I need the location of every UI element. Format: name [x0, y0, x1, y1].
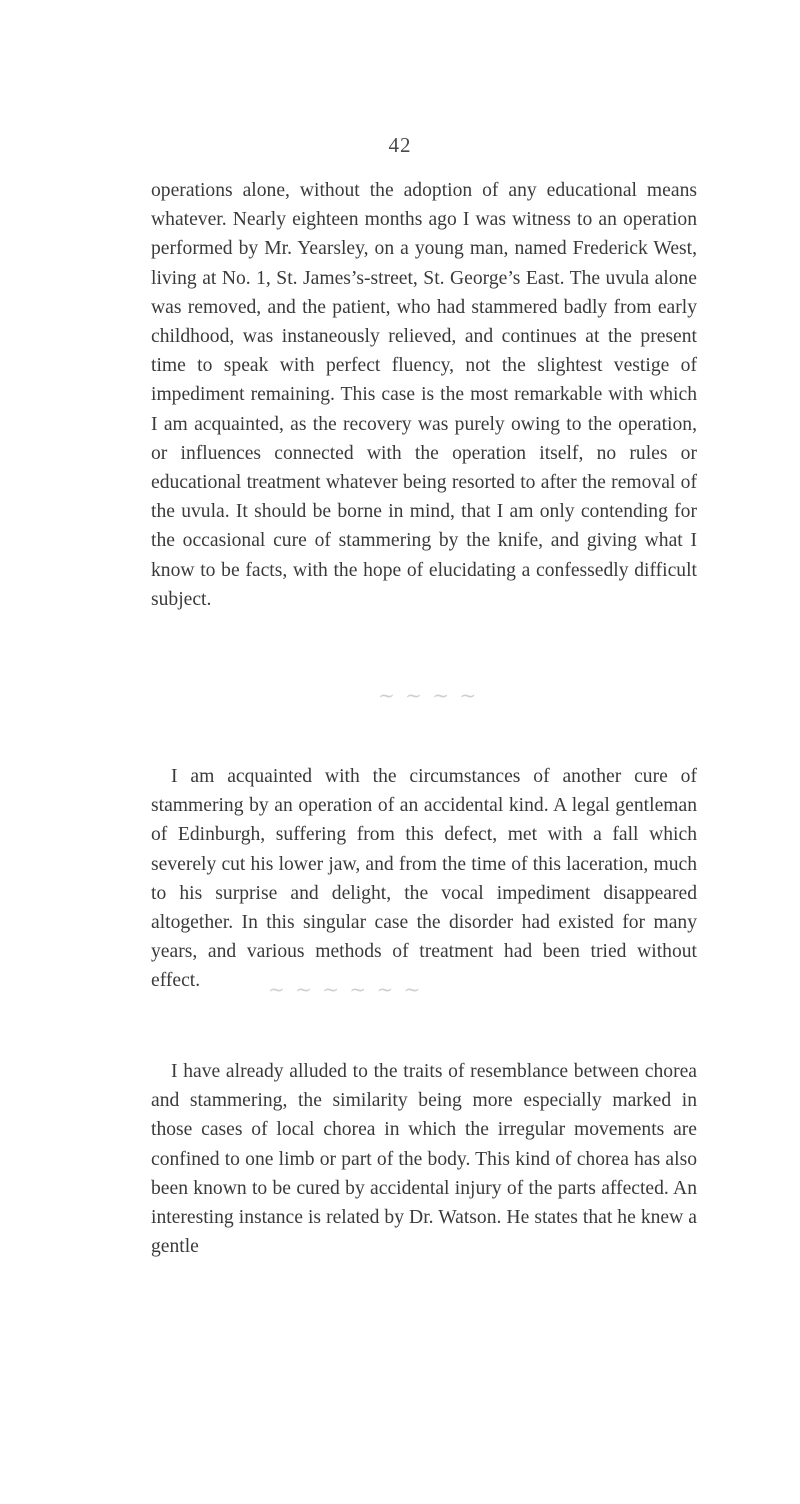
page-number: 42 [388, 133, 412, 157]
paragraph: I have already alluded to the traits of resemblance between chorea and stammering, the similarity being more especially marked in those cases of local chorea in which the irregular movements are confined to one limb or part of the body. This kind of chorea has also been known to be cured by accidental injury of the parts affected. An interesting instance is related by Dr. Watson. He states that he knew a gentle [151, 1061, 697, 1258]
paragraph-3-container [151, 1057, 697, 1261]
paragraph: I am acquainted with the circumstances of another cure of stammering by an operation of an accidental kind. A legal gentleman of Edinburgh, suffering from this defect, met with a fall which severely cut his lower jaw, and from the time of this laceration, much to his surprise and delight, the vocal impediment disappeared altogether. In this singular case the disorder had existed for many years, and various methods of treatment had been tried without effect. [151, 766, 697, 992]
pencil-marginalia-scribble: ~ ~ ~ ~ [378, 683, 479, 707]
paragraph-1-container [151, 176, 697, 614]
paragraph-2-container [151, 762, 697, 996]
paragraph: operations alone, without the adoption of any educational means whatever. Nearly eighteen months ago I was witness to an operation performed by Mr. Yearsley, on a young man, named Frederick West, living at No. 1, St. James’s-street, St. George’s East. The uvula alone was removed, and the patient, who had stammered badly from early childhood, was instaneously relieved, and continues at the present time to speak with perfect fluency, not the slightest vestige of impediment remaining. This case is the most remarkable with which I am acquainted, as the recovery was purely owing to the operation, or influences connected with the operation itself, no rules or educational treatment whatever being resorted to after the removal of the uvula. It should be borne in mind, that I am only contending for the occasional cure of stammering by the knife, and giving what I know to be facts, with the hope of elucidating a confessedly difficult subject. [151, 180, 697, 610]
pencil-marginalia-scribble: ~ ~ ~ ~ ~ ~ [268, 977, 423, 1001]
